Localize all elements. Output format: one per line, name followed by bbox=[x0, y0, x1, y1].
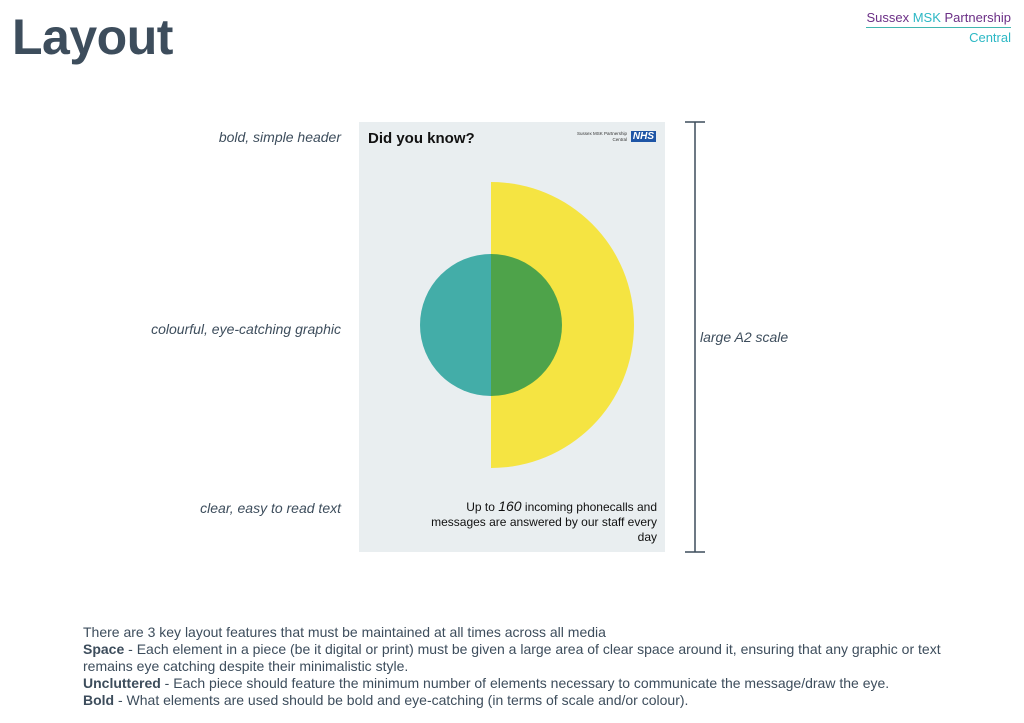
brand-msk: MSK bbox=[912, 10, 941, 25]
footer-item-space bbox=[83, 641, 963, 675]
annotation-graphic: colourful, eye-catching graphic bbox=[151, 321, 341, 337]
poster-brand-line1: Sussex MSK Partnership bbox=[576, 131, 627, 136]
footer-intro: There are 3 key layout features that must be maintained at all times across all media bbox=[83, 624, 606, 640]
annotation-text: clear, easy to read text bbox=[200, 500, 341, 516]
brand-sussex: Sussex bbox=[866, 10, 910, 25]
footer-term: Uncluttered bbox=[83, 675, 161, 691]
poster-graphic bbox=[359, 122, 665, 552]
annotation-header: bold, simple header bbox=[218, 129, 341, 145]
footer-item-bold bbox=[83, 692, 963, 709]
nhs-logo: NHS bbox=[632, 131, 654, 142]
teal-half-circle bbox=[420, 254, 491, 396]
poster-brand bbox=[577, 131, 627, 143]
poster-number: 160 bbox=[498, 498, 522, 514]
poster-example bbox=[359, 122, 665, 552]
page-title: Layout bbox=[12, 9, 173, 65]
footer-term: Space bbox=[83, 641, 125, 657]
poster-body-text bbox=[417, 499, 657, 545]
poster-brand-line2: Central bbox=[612, 137, 627, 142]
brand-central: Central bbox=[969, 30, 1011, 45]
footer-text: - Each piece should feature the minimum number of elements necessary to communicate the message/draw the eye. bbox=[160, 675, 890, 691]
footer-text: - What elements are used should be bold and eye-catching (in terms of scale and/or colour). bbox=[114, 692, 689, 708]
footer-item-uncluttered bbox=[83, 675, 963, 692]
poster-header: Did you know? bbox=[368, 130, 475, 147]
brand-partnership: Partnership bbox=[944, 10, 1011, 25]
footer-term: Bold bbox=[83, 692, 115, 708]
poster-text-after: incoming phonecalls and messages are answered by our staff every day bbox=[431, 500, 657, 544]
footer-description bbox=[83, 624, 963, 709]
footer-text: - Each element in a piece (be it digital or print) must be given a large area of clear space around it, ensuring that any graphic or text remains eye catching despite their minimalistic style. bbox=[83, 641, 941, 674]
poster-text-before: Up to bbox=[466, 500, 499, 514]
brand-logo bbox=[866, 10, 1011, 45]
annotation-scale: large A2 scale bbox=[700, 329, 789, 345]
